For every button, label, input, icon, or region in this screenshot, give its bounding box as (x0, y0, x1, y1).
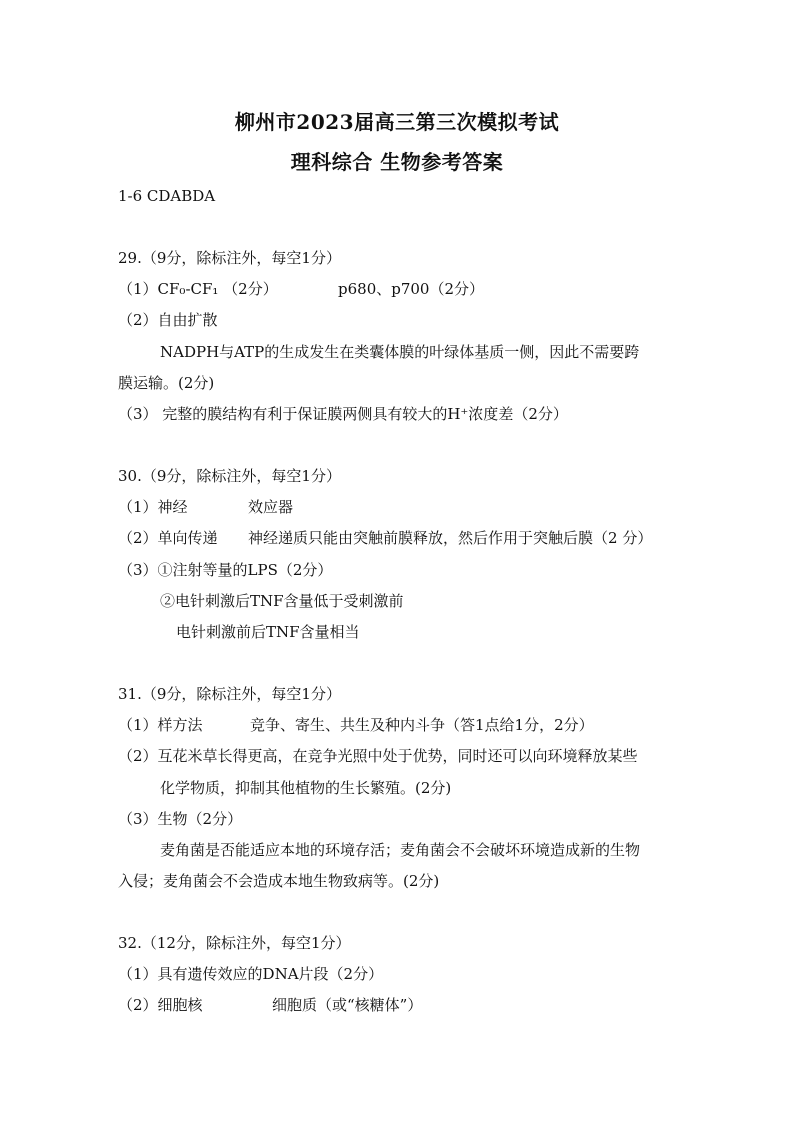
q31-answer-3-detail: 麦角菌是否能适应本地的环境存活；麦角菌会不会破坏环境造成新的生物 (160, 841, 641, 859)
q30-answer-2b: 神经递质只能由突触前膜释放，然后作用于突触后膜（2 分） (248, 529, 653, 547)
q29-header: 29.（9分，除标注外，每空1分） (118, 249, 341, 267)
document-subtitle: 理科综合 生物参考答案 (290, 150, 504, 174)
q31-answer-2: （2）互花米草长得更高，在竞争光照中处于优势，同时还可以向环境释放某些 (118, 747, 638, 765)
q30-answer-1b: 效应器 (248, 498, 294, 516)
q32-answer-2b: 细胞质（或“核糖体”） (272, 996, 423, 1014)
q31-answer-2-cont: 化学物质，抑制其他植物的生长繁殖。(2分) (160, 779, 452, 797)
q29-answer-3: （3） 完整的膜结构有利于保证膜两侧具有较大的H⁺浓度差（2分） (118, 405, 568, 423)
q31-answer-1b: 竞争、寄生、共生及种内斗争（答1点给1分，2分） (250, 716, 594, 734)
q30-answer-1a: （1）神经 (118, 498, 188, 516)
q32-answer-1: （1）具有遗传效应的DNA片段（2分） (118, 965, 384, 983)
q29-answer-2-detail-cont: 膜运输。(2分) (118, 374, 215, 392)
mcq-answers: 1-6 CDABDA (118, 187, 216, 205)
q29-answer-2-detail: NADPH与ATP的生成发生在类囊体膜的叶绿体基质一侧，因此不需要跨 (160, 343, 640, 361)
document-title: 柳州市2023届高三第三次模拟考试 (234, 110, 560, 134)
q30-answer-3-sub2: ②电针刺激后TNF含量低于受刺激前 (160, 592, 404, 610)
q29-answer-1a: （1）CF₀-CF₁ （2分） (118, 280, 278, 298)
q30-header: 30.（9分，除标注外，每空1分） (118, 467, 341, 485)
q30-answer-3: （3）①注射等量的LPS（2分） (118, 561, 333, 579)
q30-answer-3-sub3: 电针刺激前后TNF含量相当 (176, 623, 360, 641)
q31-answer-1a: （1）样方法 (118, 716, 203, 734)
q29-answer-1b: p680、p700（2分） (338, 280, 485, 298)
q30-answer-2a: （2）单向传递 (118, 529, 218, 547)
q31-answer-3-detail-cont: 入侵；麦角菌会不会造成本地生物致病等。(2分) (118, 872, 440, 890)
q31-header: 31.（9分，除标注外，每空1分） (118, 685, 341, 703)
q29-answer-2: （2）自由扩散 (118, 311, 218, 329)
q32-header: 32.（12分，除标注外，每空1分） (118, 934, 351, 952)
q32-answer-2a: （2）细胞核 (118, 996, 203, 1014)
q31-answer-3: （3）生物（2分） (118, 810, 243, 828)
